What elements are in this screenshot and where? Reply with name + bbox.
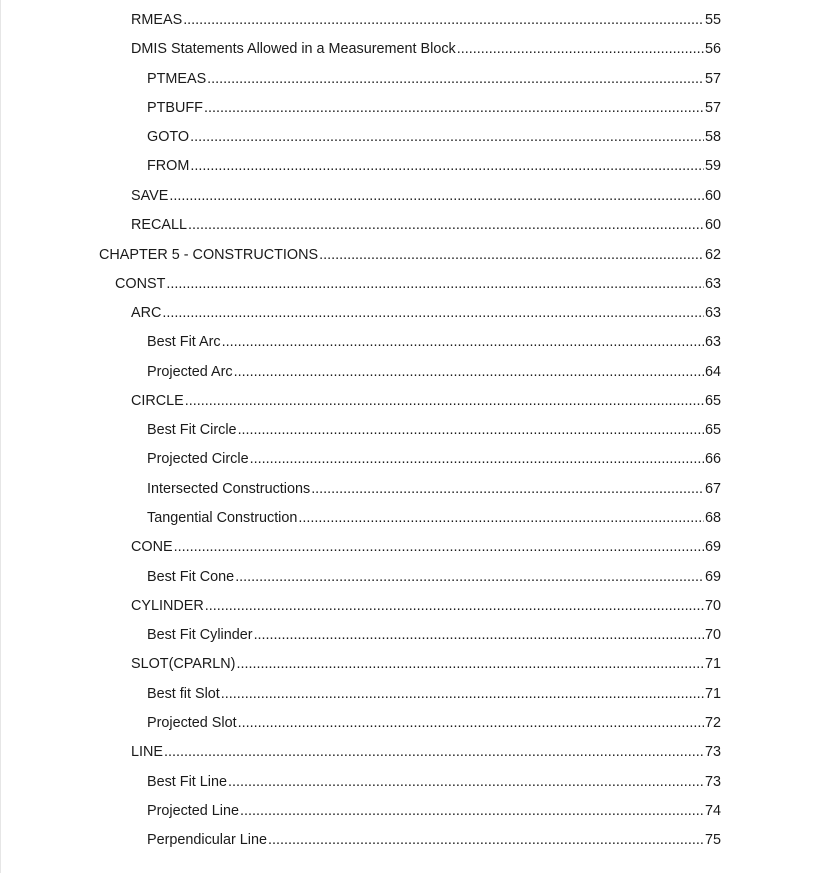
toc-entry[interactable] [131, 302, 721, 324]
toc-entry-title: DMIS Statements Allowed in a Measurement Block [131, 41, 456, 57]
toc-entry[interactable] [147, 331, 721, 353]
toc-leader-dots [221, 683, 704, 705]
toc-entry-title: Intersected Constructions [147, 481, 311, 497]
toc-page-number: 73 [704, 744, 721, 760]
toc-page-number: 75 [704, 832, 721, 848]
toc-entry[interactable] [147, 419, 721, 441]
toc-entry[interactable] [147, 800, 721, 822]
toc-entry-title: PTBUFF [147, 100, 203, 116]
toc-entry-title: Best Fit Cylinder [147, 627, 253, 643]
toc-page-number: 69 [704, 539, 721, 555]
toc-leader-dots [236, 653, 704, 675]
toc-entry-title: LINE [131, 744, 163, 760]
toc-entry[interactable] [131, 9, 721, 31]
toc-page-number: 70 [704, 598, 721, 614]
toc-leader-dots [238, 419, 704, 441]
toc-entry-title: Best Fit Arc [147, 334, 221, 350]
toc-entry-title: RMEAS [131, 12, 183, 28]
toc-page-number: 67 [704, 481, 721, 497]
toc-page-number: 57 [704, 71, 721, 87]
toc-page-number: 62 [704, 247, 721, 263]
toc-leader-dots [228, 771, 704, 793]
toc-entry[interactable] [131, 741, 721, 763]
toc-page-number: 64 [704, 364, 721, 380]
toc-page-number: 68 [704, 510, 721, 526]
toc-leader-dots [238, 712, 704, 734]
toc-entry-title: SAVE [131, 188, 169, 204]
toc-entry[interactable] [131, 214, 721, 236]
toc-entry[interactable] [147, 126, 721, 148]
toc-leader-dots [166, 273, 704, 295]
toc-entry[interactable] [131, 185, 721, 207]
toc-entry[interactable] [131, 38, 721, 60]
toc-page-number: 63 [704, 276, 721, 292]
toc-leader-dots [234, 361, 704, 383]
toc-entry[interactable] [147, 829, 721, 851]
toc-leader-dots [190, 155, 704, 177]
toc-entry-title: Tangential Construction [147, 510, 298, 526]
toc-entry[interactable] [147, 448, 721, 470]
toc-entry-title: RECALL [131, 217, 187, 233]
toc-entry-title: CONE [131, 539, 173, 555]
toc-entry-title: Perpendicular Line [147, 832, 268, 848]
toc-entry-title: Projected Arc [147, 364, 233, 380]
toc-entry-title: Best Fit Cone [147, 569, 235, 585]
toc-entry-title: CONST [115, 276, 166, 292]
toc-entry[interactable] [147, 507, 721, 529]
toc-leader-dots [183, 9, 704, 31]
toc-page-number: 56 [704, 41, 721, 57]
toc-leader-dots [190, 126, 704, 148]
toc-leader-dots [250, 448, 704, 470]
toc-leader-dots [240, 800, 704, 822]
toc-entry-chapter[interactable] [99, 244, 721, 266]
toc-page-number: 63 [704, 334, 721, 350]
toc-entry[interactable] [147, 361, 721, 383]
toc-page-number: 60 [704, 217, 721, 233]
toc-page-number: 63 [704, 305, 721, 321]
toc-page-number: 60 [704, 188, 721, 204]
toc-page-number: 74 [704, 803, 721, 819]
toc-entry[interactable] [147, 68, 721, 90]
toc-page-number: 55 [704, 12, 721, 28]
toc-leader-dots [164, 741, 704, 763]
toc-entry-title: Projected Slot [147, 715, 237, 731]
toc-entry[interactable] [131, 595, 721, 617]
toc-entry-title: CHAPTER 5 - CONSTRUCTIONS [99, 247, 319, 263]
toc-page-number: 69 [704, 569, 721, 585]
toc-entry-title: Best Fit Circle [147, 422, 237, 438]
toc-entry-title: CIRCLE [131, 393, 184, 409]
toc-entry-title: Best Fit Line [147, 774, 227, 790]
toc-leader-dots [185, 390, 704, 412]
toc-page-number: 59 [704, 158, 721, 174]
toc-leader-dots [222, 331, 704, 353]
toc-entry[interactable] [131, 390, 721, 412]
toc-entry[interactable] [147, 771, 721, 793]
toc-entry-title: FROM [147, 158, 190, 174]
toc-leader-dots [457, 38, 704, 60]
toc-leader-dots [204, 97, 704, 119]
toc-page-number: 72 [704, 715, 721, 731]
toc-page-number: 73 [704, 774, 721, 790]
toc-entry[interactable] [147, 478, 721, 500]
toc-entry-title: SLOT(CPARLN) [131, 656, 236, 672]
toc-entry[interactable] [115, 273, 721, 295]
toc-entry-title: GOTO [147, 129, 190, 145]
toc-page-number: 65 [704, 393, 721, 409]
toc-leader-dots [235, 566, 704, 588]
toc-leader-dots [162, 302, 704, 324]
toc-entry-title: ARC [131, 305, 162, 321]
toc-entry[interactable] [147, 624, 721, 646]
toc-entry-title: CYLINDER [131, 598, 204, 614]
toc-entry[interactable] [131, 653, 721, 675]
toc-page-number: 70 [704, 627, 721, 643]
toc-page-number: 65 [704, 422, 721, 438]
toc-leader-dots [169, 185, 704, 207]
toc-entry-title: Projected Line [147, 803, 240, 819]
toc-leader-dots [188, 214, 704, 236]
toc-page-number: 58 [704, 129, 721, 145]
toc-entry[interactable] [147, 155, 721, 177]
toc-leader-dots [298, 507, 704, 529]
toc-entry[interactable] [147, 97, 721, 119]
toc-entry[interactable] [147, 683, 721, 705]
toc-page-number: 66 [704, 451, 721, 467]
toc-entry-title: PTMEAS [147, 71, 207, 87]
toc-leader-dots [311, 478, 704, 500]
toc-entry[interactable] [147, 566, 721, 588]
toc-entry-title: Projected Circle [147, 451, 249, 467]
toc-entry[interactable] [131, 536, 721, 558]
toc-leader-dots [254, 624, 704, 646]
toc-page-number: 57 [704, 100, 721, 116]
toc-leader-dots [268, 829, 704, 851]
toc-entry-title: Best fit Slot [147, 686, 220, 702]
toc-leader-dots [207, 68, 704, 90]
toc-leader-dots [174, 536, 704, 558]
toc-leader-dots [205, 595, 704, 617]
toc-page-number: 71 [704, 686, 721, 702]
toc-entry[interactable] [147, 712, 721, 734]
toc-leader-dots [319, 244, 704, 266]
toc-page-number: 71 [704, 656, 721, 672]
